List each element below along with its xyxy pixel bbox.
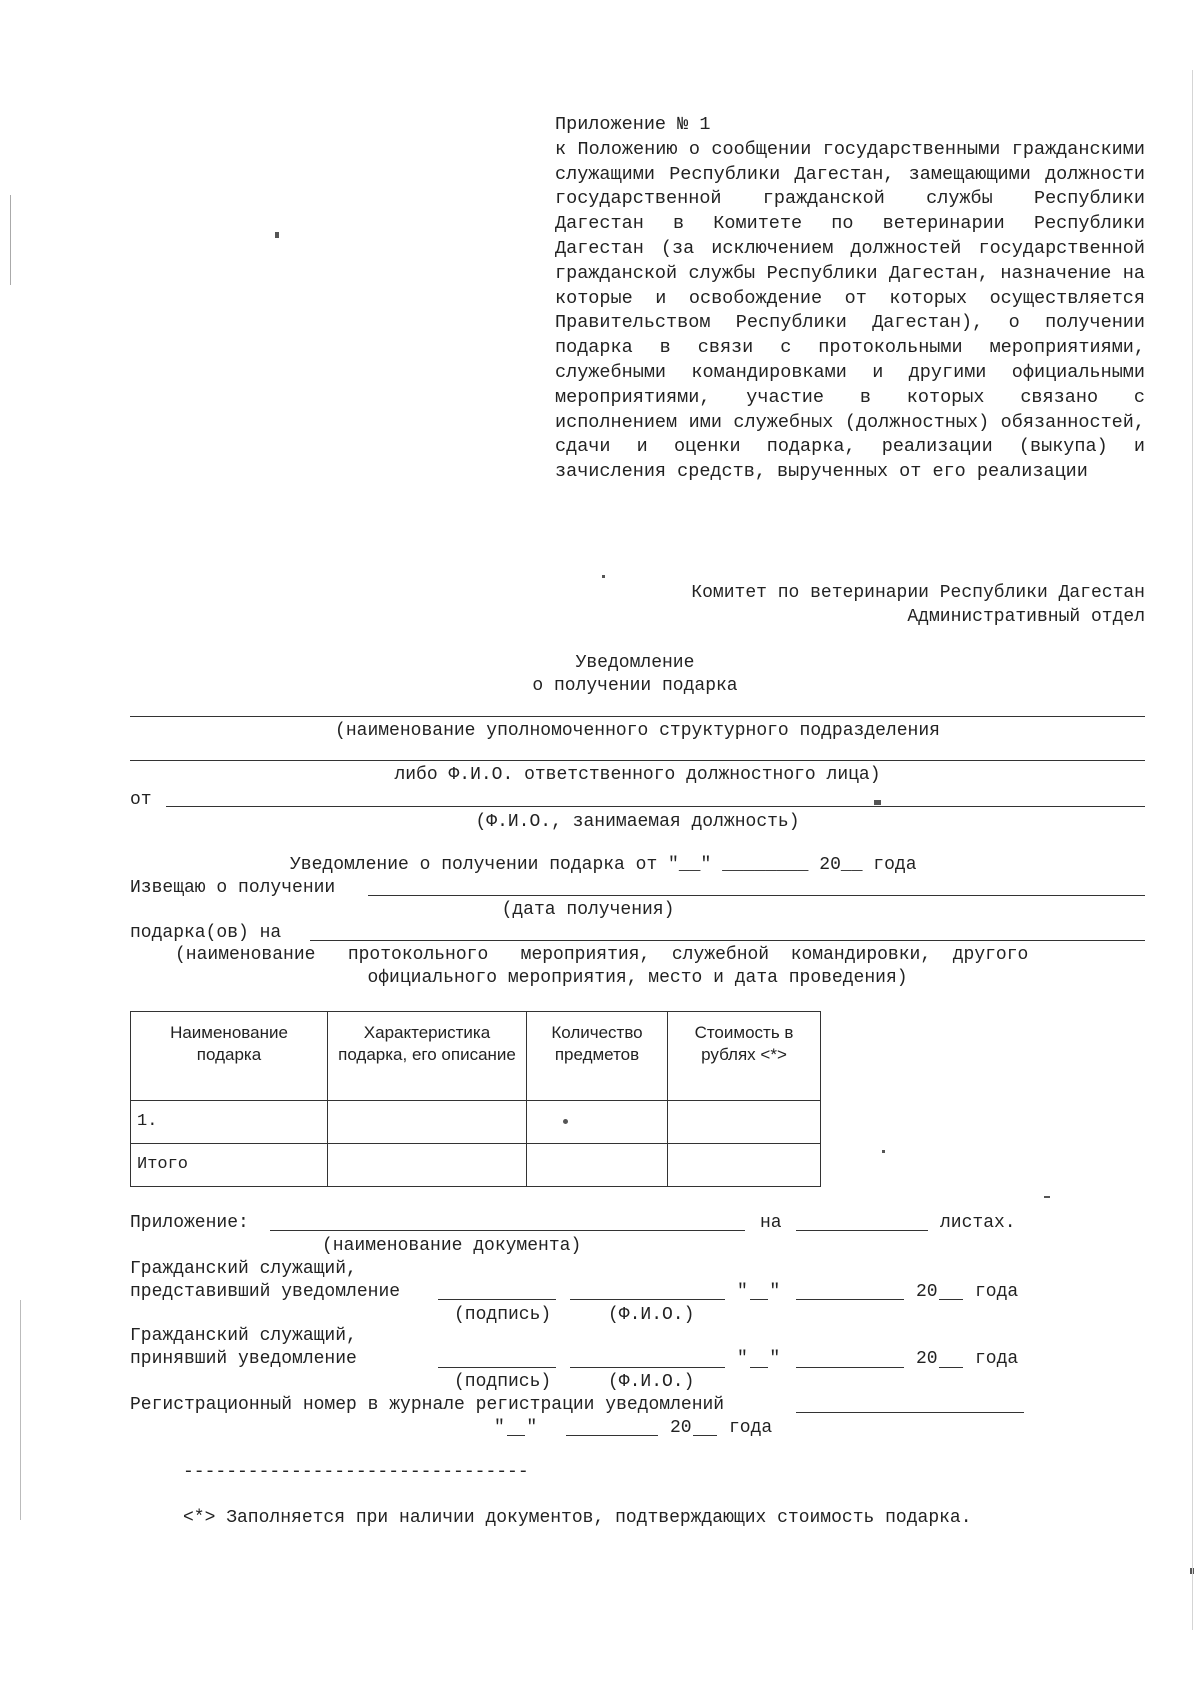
registration-year-line[interactable] xyxy=(693,1435,717,1436)
receipt-date-hint: (дата получения) xyxy=(501,900,675,920)
receiver-name-hint: (Ф.И.О.) xyxy=(608,1372,695,1392)
document-title: Уведомление xyxy=(575,653,695,673)
footnote-text: <*> Заполняется при наличии документов, подтверждающих стоимость подарка. xyxy=(183,1508,972,1528)
receiver-line-2: принявший уведомление xyxy=(130,1349,357,1369)
scan-speck xyxy=(882,1150,885,1153)
submitter-year: 20 xyxy=(916,1282,938,1302)
table-cell: Итого xyxy=(131,1144,328,1187)
scan-edge-mark xyxy=(20,1300,21,1520)
attachment-hint: (наименование документа) xyxy=(322,1236,582,1256)
registration-day-line[interactable] xyxy=(507,1435,525,1436)
registration-month-line[interactable] xyxy=(566,1435,658,1436)
receiver-date-quote: " " xyxy=(737,1349,781,1369)
table-cell[interactable]: 1. xyxy=(131,1101,328,1144)
scan-edge-mark xyxy=(1192,70,1193,1630)
submitter-signature-line[interactable] xyxy=(438,1299,556,1300)
document-subtitle: о получении подарка xyxy=(532,676,738,696)
submitter-name-line[interactable] xyxy=(570,1299,725,1300)
receiver-name-line[interactable] xyxy=(570,1367,725,1368)
table-cell[interactable] xyxy=(668,1101,821,1144)
table-cell[interactable] xyxy=(527,1144,668,1187)
attachment-sheets: листах. xyxy=(940,1213,1016,1233)
table-cell[interactable] xyxy=(668,1144,821,1187)
receiver-year-word: года xyxy=(975,1349,1019,1369)
col-header-description: Характеристика подарка, его описание xyxy=(328,1012,527,1101)
submitter-date-quote: " " xyxy=(737,1282,781,1302)
col-header-quantity: Количество предметов xyxy=(527,1012,668,1101)
from-hint: (Ф.И.О., занимаемая должность) xyxy=(475,812,800,832)
addressee-dept: Административный отдел xyxy=(907,607,1145,627)
col-header-cost: Стоимость в рублях <*> xyxy=(668,1012,821,1101)
recipient-hint-1: (наименование уполномоченного структурного подразделения xyxy=(335,721,940,741)
from-label: от xyxy=(130,790,152,810)
receiver-sign-hint: (подпись) xyxy=(454,1372,552,1392)
submitter-line-2: представивший уведомление xyxy=(130,1282,401,1302)
attachment-label: Приложение: xyxy=(130,1213,249,1233)
table-cell[interactable] xyxy=(527,1101,668,1144)
submitter-name-hint: (Ф.И.О.) xyxy=(608,1305,695,1325)
submitter-day-line[interactable] xyxy=(750,1299,768,1300)
event-line[interactable] xyxy=(310,940,1145,941)
event-hint-2: официального мероприятия, место и дата проведения) xyxy=(367,968,908,988)
gifts-table xyxy=(130,1011,821,1187)
registration-year: 20 xyxy=(670,1418,692,1438)
scan-speck xyxy=(563,1119,568,1124)
submitter-sign-hint: (подпись) xyxy=(454,1305,552,1325)
table-cell[interactable] xyxy=(328,1144,527,1187)
from-line[interactable] xyxy=(166,806,1145,807)
recipient-hint-2: либо Ф.И.О. ответственного должностного лица) xyxy=(394,765,881,785)
table-row xyxy=(131,1101,821,1144)
submitter-month-line[interactable] xyxy=(796,1299,904,1300)
footnote-separator: -------------------------------- xyxy=(183,1462,529,1482)
receipt-label: Извещаю о получении xyxy=(130,878,336,898)
event-hint-1: (наименование протокольного мероприятия, служебной командировки, другого xyxy=(175,945,1029,965)
scan-speck xyxy=(874,800,881,805)
col-header-name: Наименование подарка xyxy=(131,1012,328,1101)
attachment-name-line[interactable] xyxy=(270,1230,745,1231)
notice-line: Уведомление о получении подарка от "__" ________ 20__ года xyxy=(290,855,917,875)
recipient-line-1[interactable] xyxy=(130,716,1145,717)
addressee-org: Комитет по ветеринарии Республики Дагестан xyxy=(691,583,1145,603)
receiver-month-line[interactable] xyxy=(796,1367,904,1368)
scan-speck xyxy=(1044,1196,1050,1198)
receiver-signature-line[interactable] xyxy=(438,1367,556,1368)
submitter-year-line[interactable] xyxy=(939,1299,963,1300)
scan-speck xyxy=(602,575,605,578)
table-header-row xyxy=(131,1012,821,1101)
gifts-label: подарка(ов) на xyxy=(130,923,282,943)
appendix-number: Приложение № 1 xyxy=(555,114,711,135)
receipt-date-line[interactable] xyxy=(368,895,1145,896)
attachment-on: на xyxy=(760,1213,782,1233)
attachment-sheets-line[interactable] xyxy=(796,1230,928,1231)
receiver-line-1: Гражданский служащий, xyxy=(130,1326,357,1346)
table-cell[interactable] xyxy=(328,1101,527,1144)
registration-date-quote: " " xyxy=(494,1418,538,1438)
submitter-line-1: Гражданский служащий, xyxy=(130,1259,357,1279)
appendix-text: к Положению о сообщении государственными гражданскими служащими Республики Дагестан, замещающими должности государственной гражданской службы Республики Дагестан в Комитете по ветеринарии Республики Дагестан (за исключением должностей государственной гражданской службы Республики Дагестан, назначение на которые и освобождение от которых осуществляется Правительством Республики Дагестан), о получении подарка в связи с протокольными мероприятиями, служебными командировками и другими официальными мероприятиями, участие в которых связано с исполнением ими служебных (должностных) обязанностей, сдачи и оценки подарка, реализации (выкупа) и зачисления средств, вырученных от его реализации xyxy=(555,138,1145,483)
scan-edge-mark xyxy=(10,195,11,285)
appendix-block xyxy=(555,113,1145,485)
receiver-year: 20 xyxy=(916,1349,938,1369)
submitter-year-word: года xyxy=(975,1282,1019,1302)
registration-year-word: года xyxy=(729,1418,773,1438)
receiver-year-line[interactable] xyxy=(939,1367,963,1368)
receiver-day-line[interactable] xyxy=(750,1367,768,1368)
scan-speck xyxy=(275,232,279,238)
recipient-line-2[interactable] xyxy=(130,760,1145,761)
registration-number-line[interactable] xyxy=(796,1412,1024,1413)
table-row-total xyxy=(131,1144,821,1187)
registration-label: Регистрационный номер в журнале регистрации уведомлений xyxy=(130,1395,725,1415)
